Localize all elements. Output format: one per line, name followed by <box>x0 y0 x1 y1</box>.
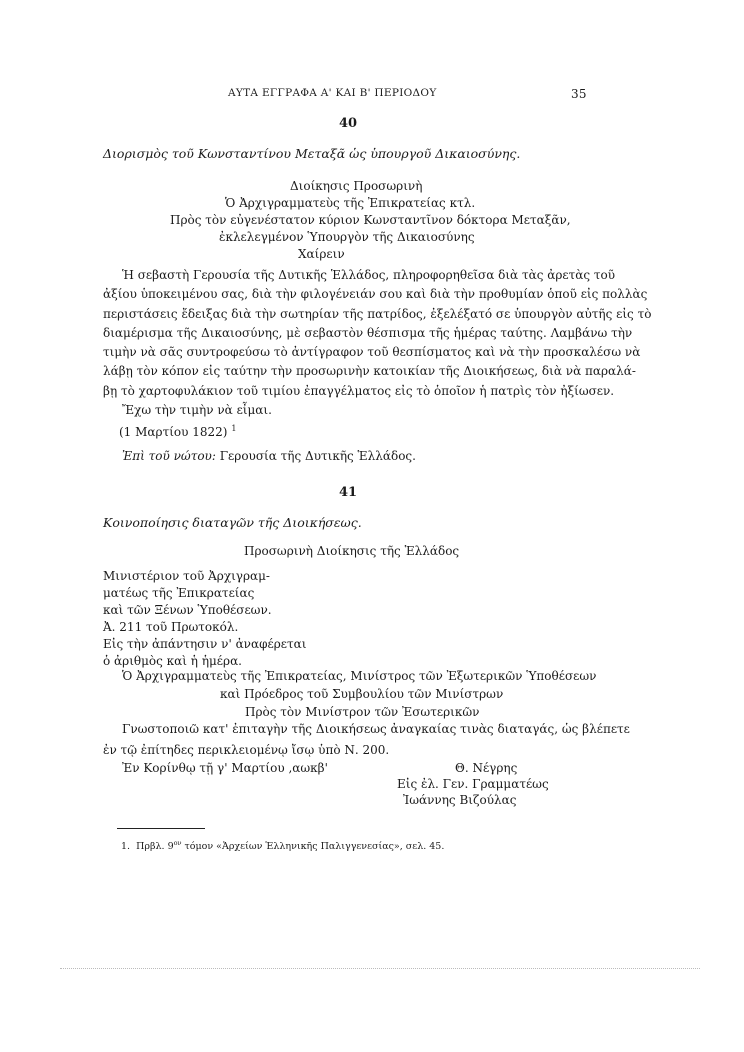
verso-text: Γερουσία τῆς Δυτικῆς Ἑλλάδος. <box>219 449 416 463</box>
body-line: περιστάσεις ἔδειξας διὰ τὴν σωτηρίαν τῆς πατρίδος, ἐξελέξατό σε ὑπουργὸν αὐτῆς εἰς τὸ <box>103 307 652 321</box>
body-line: διαμέρισμα τῆς Δικαιοσύνης, μὲ σεβαστὸν θέσπισμα τῆς ἡμέρας ταύτης. Λαμβάνω τὴν <box>103 326 633 340</box>
office-block-line: ὁ ἀριθμὸς καὶ ἡ ἡμέρα. <box>103 654 242 668</box>
page-number: 35 <box>571 87 587 101</box>
office-block-line: Μινιστέριον τοῦ Ἀρχιγραμ- <box>103 569 270 583</box>
signature-line: Εἰς ἐλ. Γεν. Γραμματέως <box>397 777 549 791</box>
address-line: Χαίρειν <box>298 247 345 261</box>
body-line: τιμὴν νὰ σᾶς συντροφεύσω τὸ ἀντίγραφον τοῦ θεσπίσματος καὶ νὰ τὴν προσκαλέσω νὰ <box>103 345 641 359</box>
office-block-line: Εἰς τὴν ἀπάντησιν ν' ἀναφέρεται <box>103 637 307 651</box>
signature-line: Ἰωάννης Βιζούλας <box>403 793 517 807</box>
sender-line: καὶ Πρόεδρος τοῦ Συμβουλίου τῶν Μινίστρων <box>220 687 504 701</box>
document-heading: Προσωρινὴ Διοίκησις τῆς Ἑλλάδος <box>244 544 460 558</box>
office-block-line: καὶ τῶν Ξένων Ὑποθέσεων. <box>103 603 272 617</box>
office-block-line: Ἀ. 211 τοῦ Πρωτοκόλ. <box>103 620 239 634</box>
footnote-ref: 1 <box>231 424 237 433</box>
footnote <box>121 840 444 852</box>
body-line: Ἡ σεβαστὴ Γερουσία τῆς Δυτικῆς Ἑλλάδος, πληροφορηθεῖσα διὰ τὰς ἀρετὰς τοῦ <box>122 268 616 282</box>
sender-line: Ὁ Ἀρχιγραμματεὺς τῆς Ἐπικρατείας, Μινίστρος τῶν Ἐξωτερικῶν Ὑποθέσεων <box>122 669 597 683</box>
document-number-40: 40 <box>339 116 358 131</box>
verso-label: Ἐπὶ τοῦ νώτου: <box>122 449 216 463</box>
address-line: Πρὸς τὸν εὐγενέστατον κύριον Κωνσταντῖνον δόκτορα Μεταξᾶν, <box>170 213 571 227</box>
body-line: Γνωστοποιῶ κατ' ἐπιταγὴν τῆς Διοικήσεως ἀναγκαίας τινὰς διαταγάς, ὡς βλέπετε <box>122 722 630 736</box>
footnote-marker: 1. <box>121 841 131 853</box>
document-subject: Διορισμὸς τοῦ Κωνσταντίνου Μεταξᾶ ὡς ὑπουργοῦ Δικαιοσύνης. <box>103 146 521 161</box>
document-number-41: 41 <box>339 485 358 500</box>
place-date-line: Ἐν Κορίνθῳ τῇ γ' Μαρτίου ,αωκβ' <box>122 761 328 775</box>
footnote-rule <box>117 828 205 829</box>
date-line <box>119 425 236 438</box>
body-line: βῃ τὸ χαρτοφυλάκιον τοῦ τιμίου ἐπαγγέλματος εἰς τὸ ὁποῖον ἡ πατρὶς τὸν ἠξίωσεν. <box>103 384 615 398</box>
verso-note <box>122 450 416 462</box>
date-text: (1 Μαρτίου 1822) <box>119 425 228 439</box>
signature-line: Θ. Νέγρης <box>455 761 518 775</box>
office-block-line: ματέως τῆς Ἐπικρατείας <box>103 586 255 600</box>
footnote-text: Πρβλ. $9^{o\nu}$ τόμον «Ἀρχείων Ἑλληνικῆς Παλιγγενεσίας», σελ. 45. <box>136 839 445 853</box>
body-line: ἀξίου ὑποκειμένου σας, διὰ τὴν φιλογένειάν σου καὶ διὰ τὴν προθυμίαν ὁποῦ εἰς πολλὰς <box>103 287 648 301</box>
scan-artifact-line <box>60 968 700 970</box>
recipient-line: Πρὸς τὸν Μινίστρον τῶν Ἐσωτερικῶν <box>245 705 480 719</box>
body-line: ἐν τῷ ἐπίτηδες περικλειομένῳ ἴσῳ ὑπὸ Ν. 200. <box>103 743 390 757</box>
running-title: ΑΥΤΑ ΕΓΓΡΑΦΑ Α' ΚΑΙ Β' ΠΕΡΙΟΔΟΥ <box>228 87 437 99</box>
address-line: ἐκλελεγμένον Ὑπουργὸν τῆς Δικαιοσύνης <box>219 230 475 244</box>
address-line: Ὁ Ἀρχιγραμματεὺς τῆς Ἐπικρατείας κτλ. <box>225 196 476 210</box>
document-subject: Κοινοποίησις διαταγῶν τῆς Διοικήσεως. <box>103 515 362 530</box>
closing-line: Ἔχω τὴν τιμὴν νὰ εἶμαι. <box>122 403 272 417</box>
body-line: λάβῃ τὸν κόπον εἰς ταύτην τὴν προσωρινὴν κατοικίαν τῆς Διοικήσεως, διὰ νὰ παραλά- <box>103 364 636 378</box>
address-line: Διοίκησις Προσωρινὴ <box>290 179 423 193</box>
